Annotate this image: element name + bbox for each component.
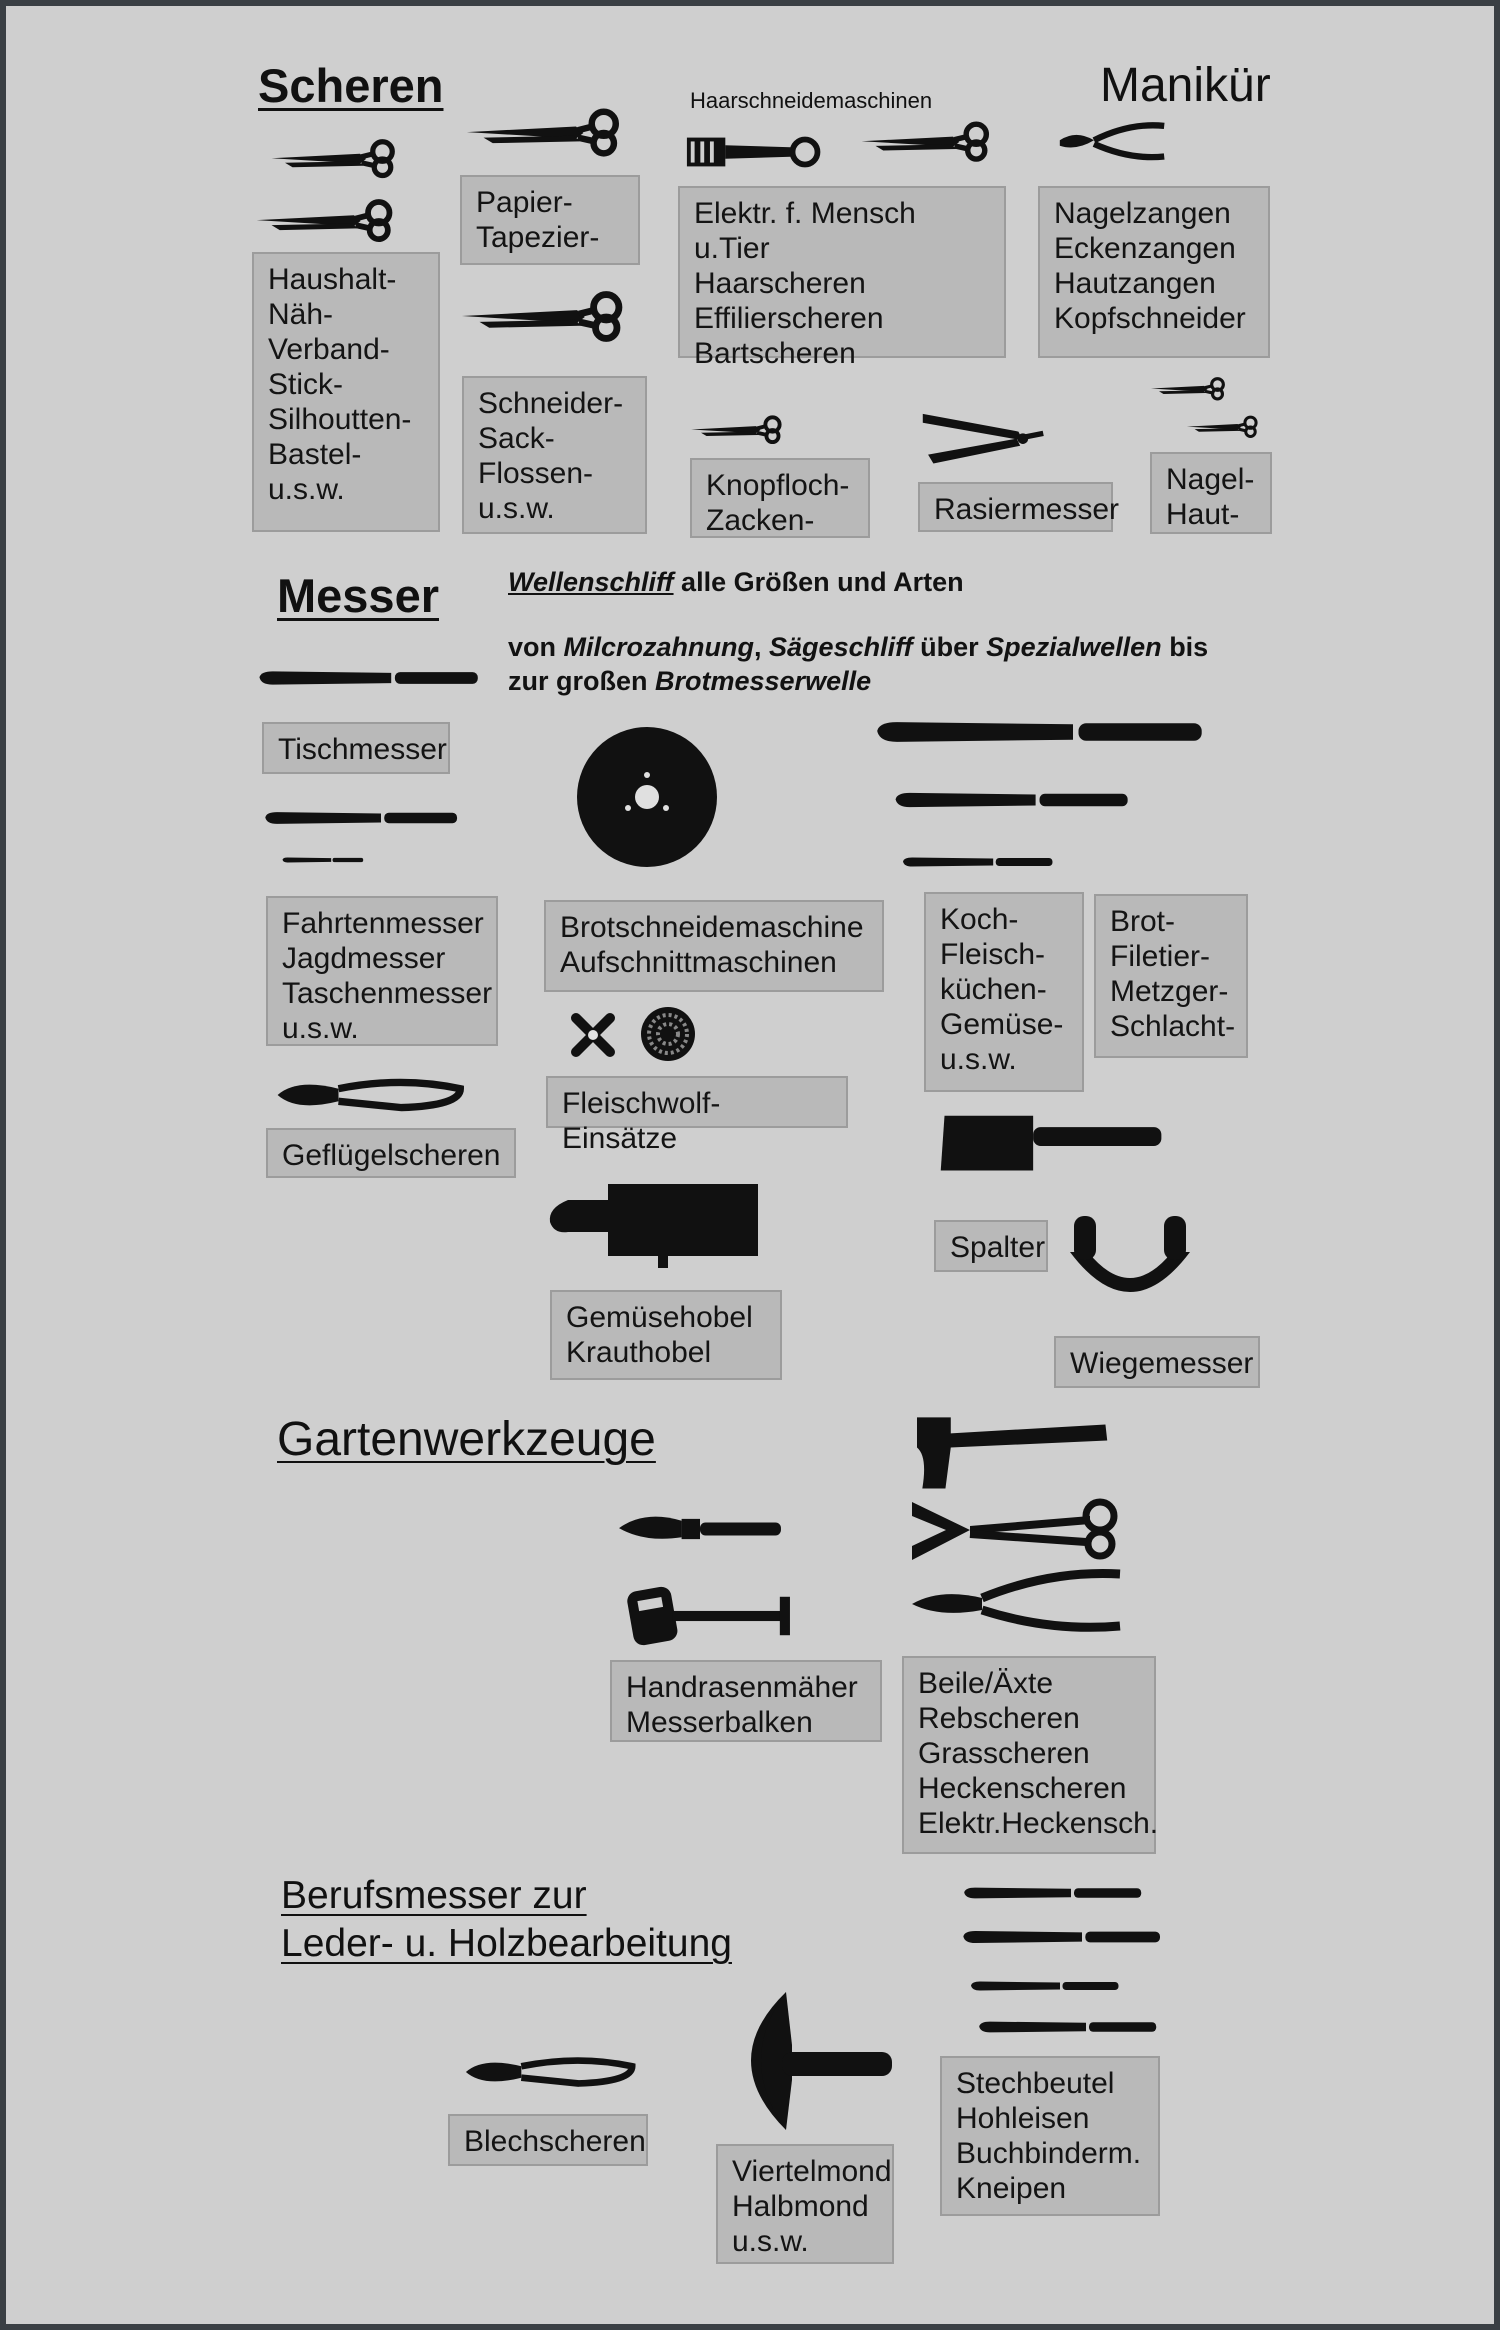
lawnmower-blade-icon [622, 1580, 794, 1652]
pruning-shears-icon [610, 1506, 790, 1552]
box-knopfloch: Knopfloch- Zacken- [690, 458, 870, 538]
axe-icon [900, 1412, 1126, 1492]
knife-icon [264, 804, 459, 832]
grinder-plate-icon [640, 1006, 696, 1062]
tin-snips-icon [464, 2052, 636, 2092]
cleaver-icon [934, 1112, 1170, 1178]
heading-line-2: Leder- u. Holzbearbeitung [281, 1922, 732, 1965]
knife-icon [875, 708, 1205, 756]
knife-icon [902, 852, 1054, 872]
slicer-blade-icon [576, 726, 718, 868]
knife-icon [282, 852, 364, 868]
chisel-icon [970, 1978, 1120, 1994]
box-blechscheren: Blechscheren [448, 2114, 648, 2166]
nail-nipper-icon [1058, 120, 1166, 166]
scissors-icon [1186, 410, 1272, 444]
scissors-icon [690, 408, 800, 452]
box-viertelmond: Viertelmond Halbmond u.s.w. [716, 2144, 894, 2264]
box-stechbeutel: Stechbeutel Hohleisen Buchbinderm. Kneipen [940, 2056, 1160, 2216]
box-koch: Koch- Fleisch- küchen- Gemüse- u.s.w. [924, 892, 1084, 1092]
poultry-shears-icon [264, 1074, 476, 1116]
chisel-icon [962, 1884, 1144, 1902]
scissors-icon [460, 282, 655, 352]
section-heading-messer: Messer [277, 569, 439, 622]
box-schneider: Schneider- Sack- Flossen- u.s.w. [462, 376, 647, 534]
box-nagelzangen: Nagelzangen Eckenzangen Hautzangen Kopfschneider [1038, 186, 1270, 358]
box-gefluegelscheren: Geflügelscheren [266, 1128, 516, 1178]
pruning-shears-icon [910, 1496, 1126, 1566]
box-elektr: Elektr. f. Mensch u.Tier Haarscheren Effilierscheren Bartscheren [678, 186, 1006, 358]
straight-razor-icon [918, 405, 1048, 467]
head-knife-icon [722, 1990, 900, 2140]
grinder-plate-icon [570, 1012, 616, 1058]
box-brotschneidemaschine: Brotschneidemaschine Aufschnittmaschinen [544, 900, 884, 992]
vegetable-slicer-icon [546, 1182, 761, 1270]
box-nagel-haut: Nagel- Haut- [1150, 452, 1272, 534]
section-heading-berufsmesser [281, 1872, 732, 1968]
scissors-icon [860, 120, 1015, 164]
scissors-icon [465, 108, 650, 158]
box-papier: Papier- Tapezier- [460, 175, 640, 265]
box-brot: Brot- Filetier- Metzger- Schlacht- [1094, 894, 1248, 1058]
section-heading-manikuer: Manikür [1100, 59, 1271, 112]
scissors-icon [1150, 372, 1240, 406]
box-spalter: Spalter [934, 1220, 1048, 1272]
heading-line-1: Berufsmesser zur [281, 1874, 587, 1917]
box-fahrtenmesser: Fahrtenmesser Jagdmesser Taschenmesser u.s.w. [266, 896, 498, 1046]
box-wiegemesser: Wiegemesser [1054, 1336, 1260, 1388]
box-rasiermesser: Rasiermesser [918, 482, 1113, 532]
section-heading-gartenwerkzeuge: Gartenwerkzeuge [277, 1413, 656, 1466]
scissors-icon [255, 196, 420, 246]
wellenschliff-text: Wellenschliff [508, 567, 674, 597]
box-tischmesser: Tischmesser [262, 722, 450, 774]
messer-description-line1: Wellenschliff alle Größen und Arten [508, 567, 964, 597]
box-haushalt: Haushalt- Näh- Verband- Stick- Silhoutten- Bastel- u.s.w. [252, 252, 440, 532]
scissors-icon [270, 138, 420, 180]
box-handrasenmaeher: Handrasenmäher Messerbalken [610, 1660, 882, 1742]
messer-description-line3: zur großen Brotmesserwelle [508, 666, 872, 696]
hedge-shears-icon [910, 1568, 1122, 1634]
knife-icon [894, 785, 1130, 815]
mezzaluna-icon [1060, 1212, 1200, 1322]
hair-clipper-icon [682, 128, 832, 176]
messer-description-line2: von Milcrozahnung, Sägeschliff über Spezialwellen bis [508, 632, 1209, 662]
chisel-icon [962, 1926, 1162, 1948]
box-beile: Beile/Äxte Rebscheren Grasscheren Heckenscheren Elektr.Heckensch. [902, 1656, 1156, 1854]
label-haarschneidemaschinen: Haarschneidemaschinen [690, 88, 933, 113]
chisel-icon [970, 2018, 1166, 2036]
knife-icon [258, 664, 480, 692]
box-fleischwolf: Fleischwolf-Einsätze [546, 1076, 848, 1128]
section-heading-scheren: Scheren [258, 59, 444, 112]
box-gemuesehobel: Gemüsehobel Krauthobel [550, 1290, 782, 1380]
